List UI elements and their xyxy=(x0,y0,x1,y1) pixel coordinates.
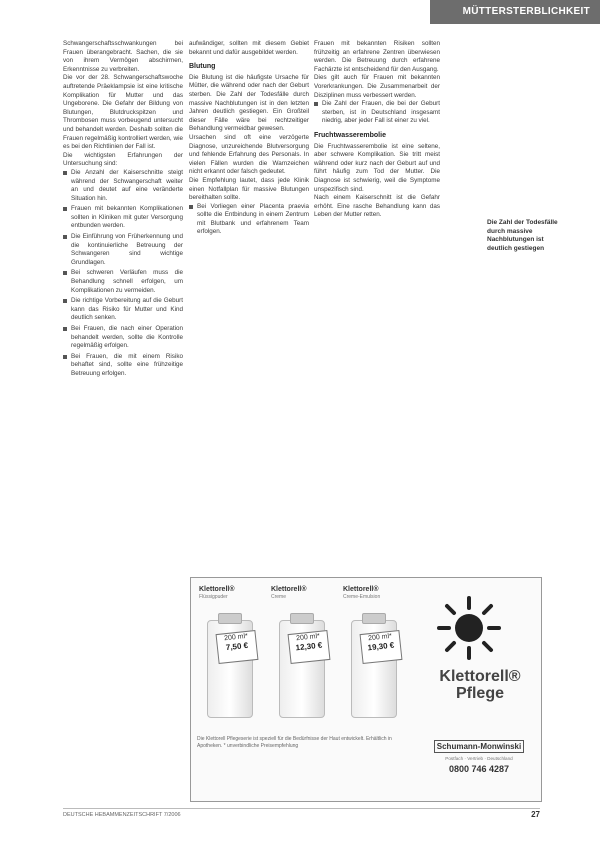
bullet-list xyxy=(63,169,183,379)
product-card xyxy=(271,586,333,716)
volume: 200 ml* xyxy=(367,632,393,643)
list-item: Die richtige Vorbereitung auf die Geburt kann das Risiko für Mutter und Kind deutlich senken. xyxy=(63,297,183,323)
section-heading: Blutung xyxy=(189,63,216,71)
paragraph: Die Fruchtwasserembolie ist eine seltene, aber schwere Komplikation. Sie tritt meist während oder kurz nach der Geburt auf und führt häufig zum Tod der Mutter. Die Diagnose ist schwierig, weil die Symptome unspezifisch sind. xyxy=(314,142,440,193)
volume: 200 ml* xyxy=(223,632,249,643)
text-column-2 xyxy=(189,40,309,239)
list-item: Die Einführung von Früherkennung und die kontinuierliche Betreuung der Schwangeren sind wichtige Grundlagen. xyxy=(63,233,183,267)
price: 19,30 € xyxy=(367,640,395,653)
paragraph: Frauen mit bekannten Risiken sollten frühzeitig an erfahrene Zentren überwiesen werden. Die Betreuung durch erfahrene Fachärzte ist entscheidend für den Ausgang. xyxy=(314,40,440,73)
page-footer xyxy=(63,808,540,821)
price-tag xyxy=(216,630,259,664)
product-card xyxy=(199,586,261,716)
product-subtitle: Creme-Emulsion xyxy=(343,594,381,600)
paragraph: aufwändiger, sollten mit diesem Gebiet bekannt und dafür ausgebildet werden. xyxy=(189,40,309,56)
brand-panel xyxy=(417,596,535,736)
brand-line-1: Klettorell® xyxy=(439,668,521,685)
list-item: Die Anzahl der Kaiserschnitte steigt während der Schwangerschaft weiter an und deutet auf eine veränderte Situation hin. xyxy=(63,169,183,203)
text-column-1 xyxy=(63,40,183,381)
list-item: Bei Frauen, die mit einem Risiko behaftet sind, sollte eine frühzeitige Betreuung erfolgen. xyxy=(63,353,183,379)
list-item: Bei Frauen, die nach einer Operation behandelt werden, sollte die Kontrolle regelmäßig erfolgen. xyxy=(63,325,183,351)
brand-line-2: Pflege xyxy=(455,685,504,702)
ad-body-text: Die Klettorell Pflegeserie ist speziell für die Bedürfnisse der Haut entwickelt. Erhältlich in Apotheken. * unverbindliche Preisempfehlung xyxy=(197,736,392,749)
advertisement xyxy=(190,577,542,802)
price-tag xyxy=(288,630,331,664)
price: 12,30 € xyxy=(295,640,323,653)
bullet-list xyxy=(189,203,309,237)
paragraph: Die Blutung ist die häufigste Ursache für Mütter, die während oder nach der Geburt sterben. Die Zahl der Todesfälle durch massive Nachblutungen ist in den letzten Jahren deutlich gestiegen. Ein Großteil dieser Fälle wäre bei rechtzeitiger Behandlung vermeidbar gewesen. xyxy=(189,73,309,133)
product-card xyxy=(343,586,405,716)
bullet-list xyxy=(314,100,440,126)
product-subtitle: Flüssigpuder xyxy=(199,594,228,600)
section-header-band xyxy=(430,0,600,24)
company-address: Postfach · Vertrieb · Deutschland xyxy=(445,756,513,761)
paragraph: Dies gilt auch für Frauen mit bekannten Vorerkrankungen. Die Zusammenarbeit der Disziplinen muss verbessert werden. xyxy=(314,74,440,99)
paragraph: Die vor der 28. Schwangerschaftswoche auftretende Präeklampsie ist eine kritische Komplikation für Mutter und das Ungeborene. Die Gefahr der Bildung von Blutungen, Blutdruckspitzen und Thrombosen muss vorbeugend untersucht und behandelt werden. Deshalb sollten die Frauen regelmäßig kontrolliert werden, wie es bei den Richtlinien der Fall ist. xyxy=(63,74,183,151)
section-heading: Fruchtwasserembolie xyxy=(314,131,386,139)
paragraph: Schwangerschaftsschwankungen bei Frauen überangebracht. Sachen, die sie von ihrem Vermögen abschirmen, Erkenntnisse zu verbreiten. xyxy=(63,40,183,73)
list-item: Bei Vorliegen einer Placenta praevia sollte die Entbindung in einem Zentrum mit Blutbank und erfahrenem Team erfolgen. xyxy=(189,203,309,237)
company-name: Schumann-Monwinski xyxy=(434,740,524,753)
paragraph: Nach einem Kaiserschnitt ist die Gefahr erhöht. Eine rasche Behandlung kann das Leben der Mutter retten. xyxy=(314,194,440,219)
product-name: Klettorell® xyxy=(271,586,307,593)
paragraph: Die Empfehlung lautet, dass jede Klinik einen Notfallplan für massive Blutungen bereithalten sollte. xyxy=(189,176,309,202)
paragraph: Ursachen sind oft eine verzögerte Diagnose, unzureichende Blutversorgung und fehlende Erfahrung des Personals. In vielen Fällen wurden die Warnzeichen nicht erkannt oder falsch gedeutet. xyxy=(189,133,309,176)
list-item: Frauen mit bekannten Komplikationen sollten in Kliniken mit guter Versorgung entbunden werden. xyxy=(63,205,183,231)
price: 7,50 € xyxy=(225,640,249,653)
pull-quote: Die Zahl der Todesfälle durch massive Nachblutungen ist deutlich gestiegen xyxy=(487,219,558,252)
sun-logo-icon xyxy=(437,596,501,660)
contact-block xyxy=(423,736,535,774)
product-subtitle: Creme xyxy=(271,594,287,600)
list-item: Die Zahl der Frauen, die bei der Geburt sterben, ist in Deutschland insgesamt niedrig, aber jeder Fall ist einer zu viel. xyxy=(314,100,440,126)
product-name: Klettorell® xyxy=(343,586,379,593)
section-title: MÜTTERSTERBLICHKEIT xyxy=(462,6,590,17)
publication-source: DEUTSCHE HEBAMMENZEITSCHRIFT 7/2006 xyxy=(63,812,181,818)
product-name: Klettorell® xyxy=(199,586,235,593)
list-item: Bei schweren Verläufen muss die Behandlung schnell erfolgen, um Komplikationen zu vermeiden. xyxy=(63,269,183,295)
brand-name xyxy=(425,668,535,702)
volume: 200 ml* xyxy=(295,632,321,643)
price-tag xyxy=(360,630,403,664)
paragraph: Die wichtigsten Erfahrungen der Untersuchung sind: xyxy=(63,151,183,168)
page-number: 27 xyxy=(531,810,540,819)
text-column-3 xyxy=(314,40,440,220)
phone-number: 0800 746 4287 xyxy=(448,764,510,774)
